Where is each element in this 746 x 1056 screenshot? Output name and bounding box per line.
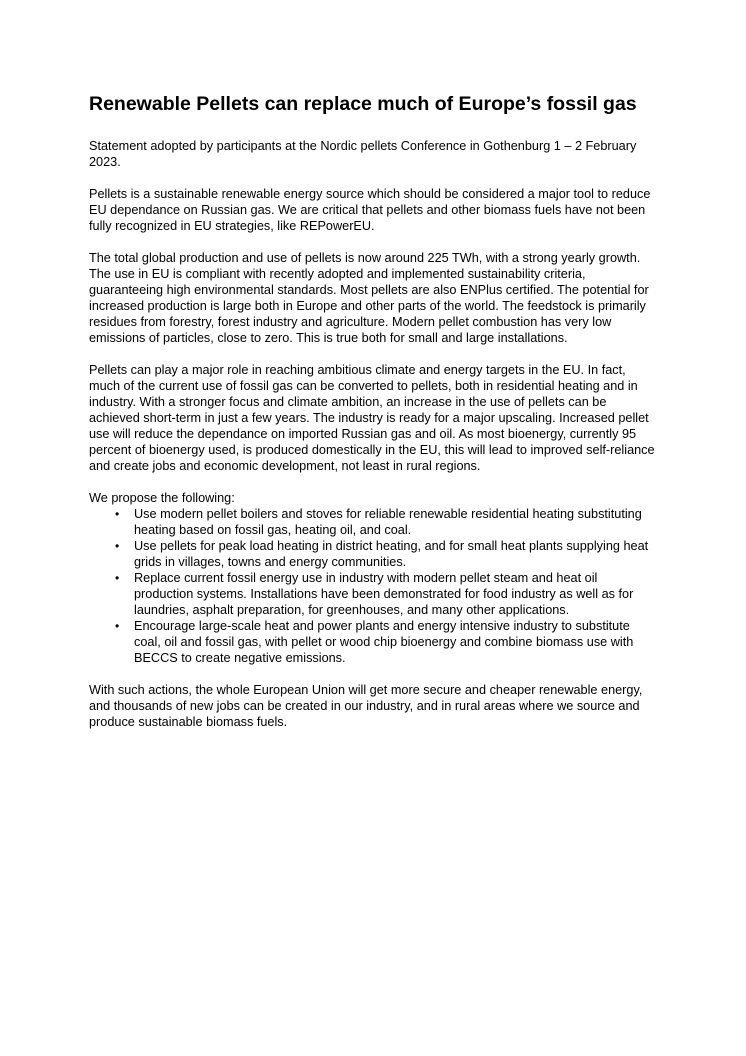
production-paragraph: The total global production and use of pellets is now around 225 TWh, with a strong yearly growth. The use in EU is compliant with recently adopted and implemented sustainability criteria, guaranteeing high environmental standards. Most pellets are also ENPlus certified. The potential for increased production is large both in Europe and other parts of the world. The feedstock is primarily residues from forestry, forest industry and agriculture. Modern pellet combustion has very low emissions of particles, close to zero. This is true both for small and large installations. [89, 251, 649, 345]
bullet-icon: • [115, 539, 120, 553]
role-paragraph: Pellets can play a major role in reaching ambitious climate and energy targets in the EU. In fact, much of the current use of fossil gas can be converted to pellets, both in residential heating and in industry. With a stronger focus and climate ambition, an increase in the use of pellets can be achieved short-term in just a few years. The industry is ready for a major upscaling. Increased pellet use will reduce the dependance on imported Russian gas and oil. As most bioenergy, currently 95 percent of bioenergy used, is produced domestically in the EU, this will lead to improved self-reliance and create jobs and economic development, not least in rural regions. [89, 363, 655, 473]
bullet-icon: • [115, 507, 120, 521]
list-item [115, 538, 655, 570]
list-item [115, 570, 655, 618]
statement-paragraph: Statement adopted by participants at the Nordic pellets Conference in Gothenburg 1 – 2 February 2023. [89, 139, 637, 169]
list-item-text: Replace current fossil energy use in industry with modern pellet steam and heat oil production systems. Installations have been demonstrated for food industry as well as for laundries, asphalt preparation, for greenhouses, and many other applications. [134, 571, 634, 617]
proposals-intro: We propose the following: [89, 491, 235, 505]
intro-paragraph: Pellets is a sustainable renewable energy source which should be considered a major tool to reduce EU dependance on Russian gas. We are critical that pellets and other biomass fuels have not been fully recognized in EU strategies, like REPowerEU. [89, 187, 651, 233]
closing-paragraph: With such actions, the whole European Union will get more secure and cheaper renewable energy, and thousands of new jobs can be created in our industry, and in rural areas where we source and produce sustainable biomass fuels. [89, 683, 643, 729]
proposals-list [89, 506, 655, 666]
list-item-text: Encourage large-scale heat and power plants and energy intensive industry to substitute coal, oil and fossil gas, with pellet or wood chip bioenergy and combine biomass use with BECCS to create negative emissions. [134, 619, 634, 665]
document-page [89, 92, 655, 746]
list-item-text: Use pellets for peak load heating in district heating, and for small heat plants supplying heat grids in villages, towns and energy communities. [134, 539, 649, 569]
list-item-text: Use modern pellet boilers and stoves for reliable renewable residential heating substituting heating based on fossil gas, heating oil, and coal. [134, 507, 642, 537]
list-item [115, 506, 655, 538]
document-title: Renewable Pellets can replace much of Europe’s fossil gas [89, 93, 637, 115]
bullet-icon: • [115, 571, 120, 585]
list-item [115, 618, 655, 666]
bullet-icon: • [115, 619, 120, 633]
